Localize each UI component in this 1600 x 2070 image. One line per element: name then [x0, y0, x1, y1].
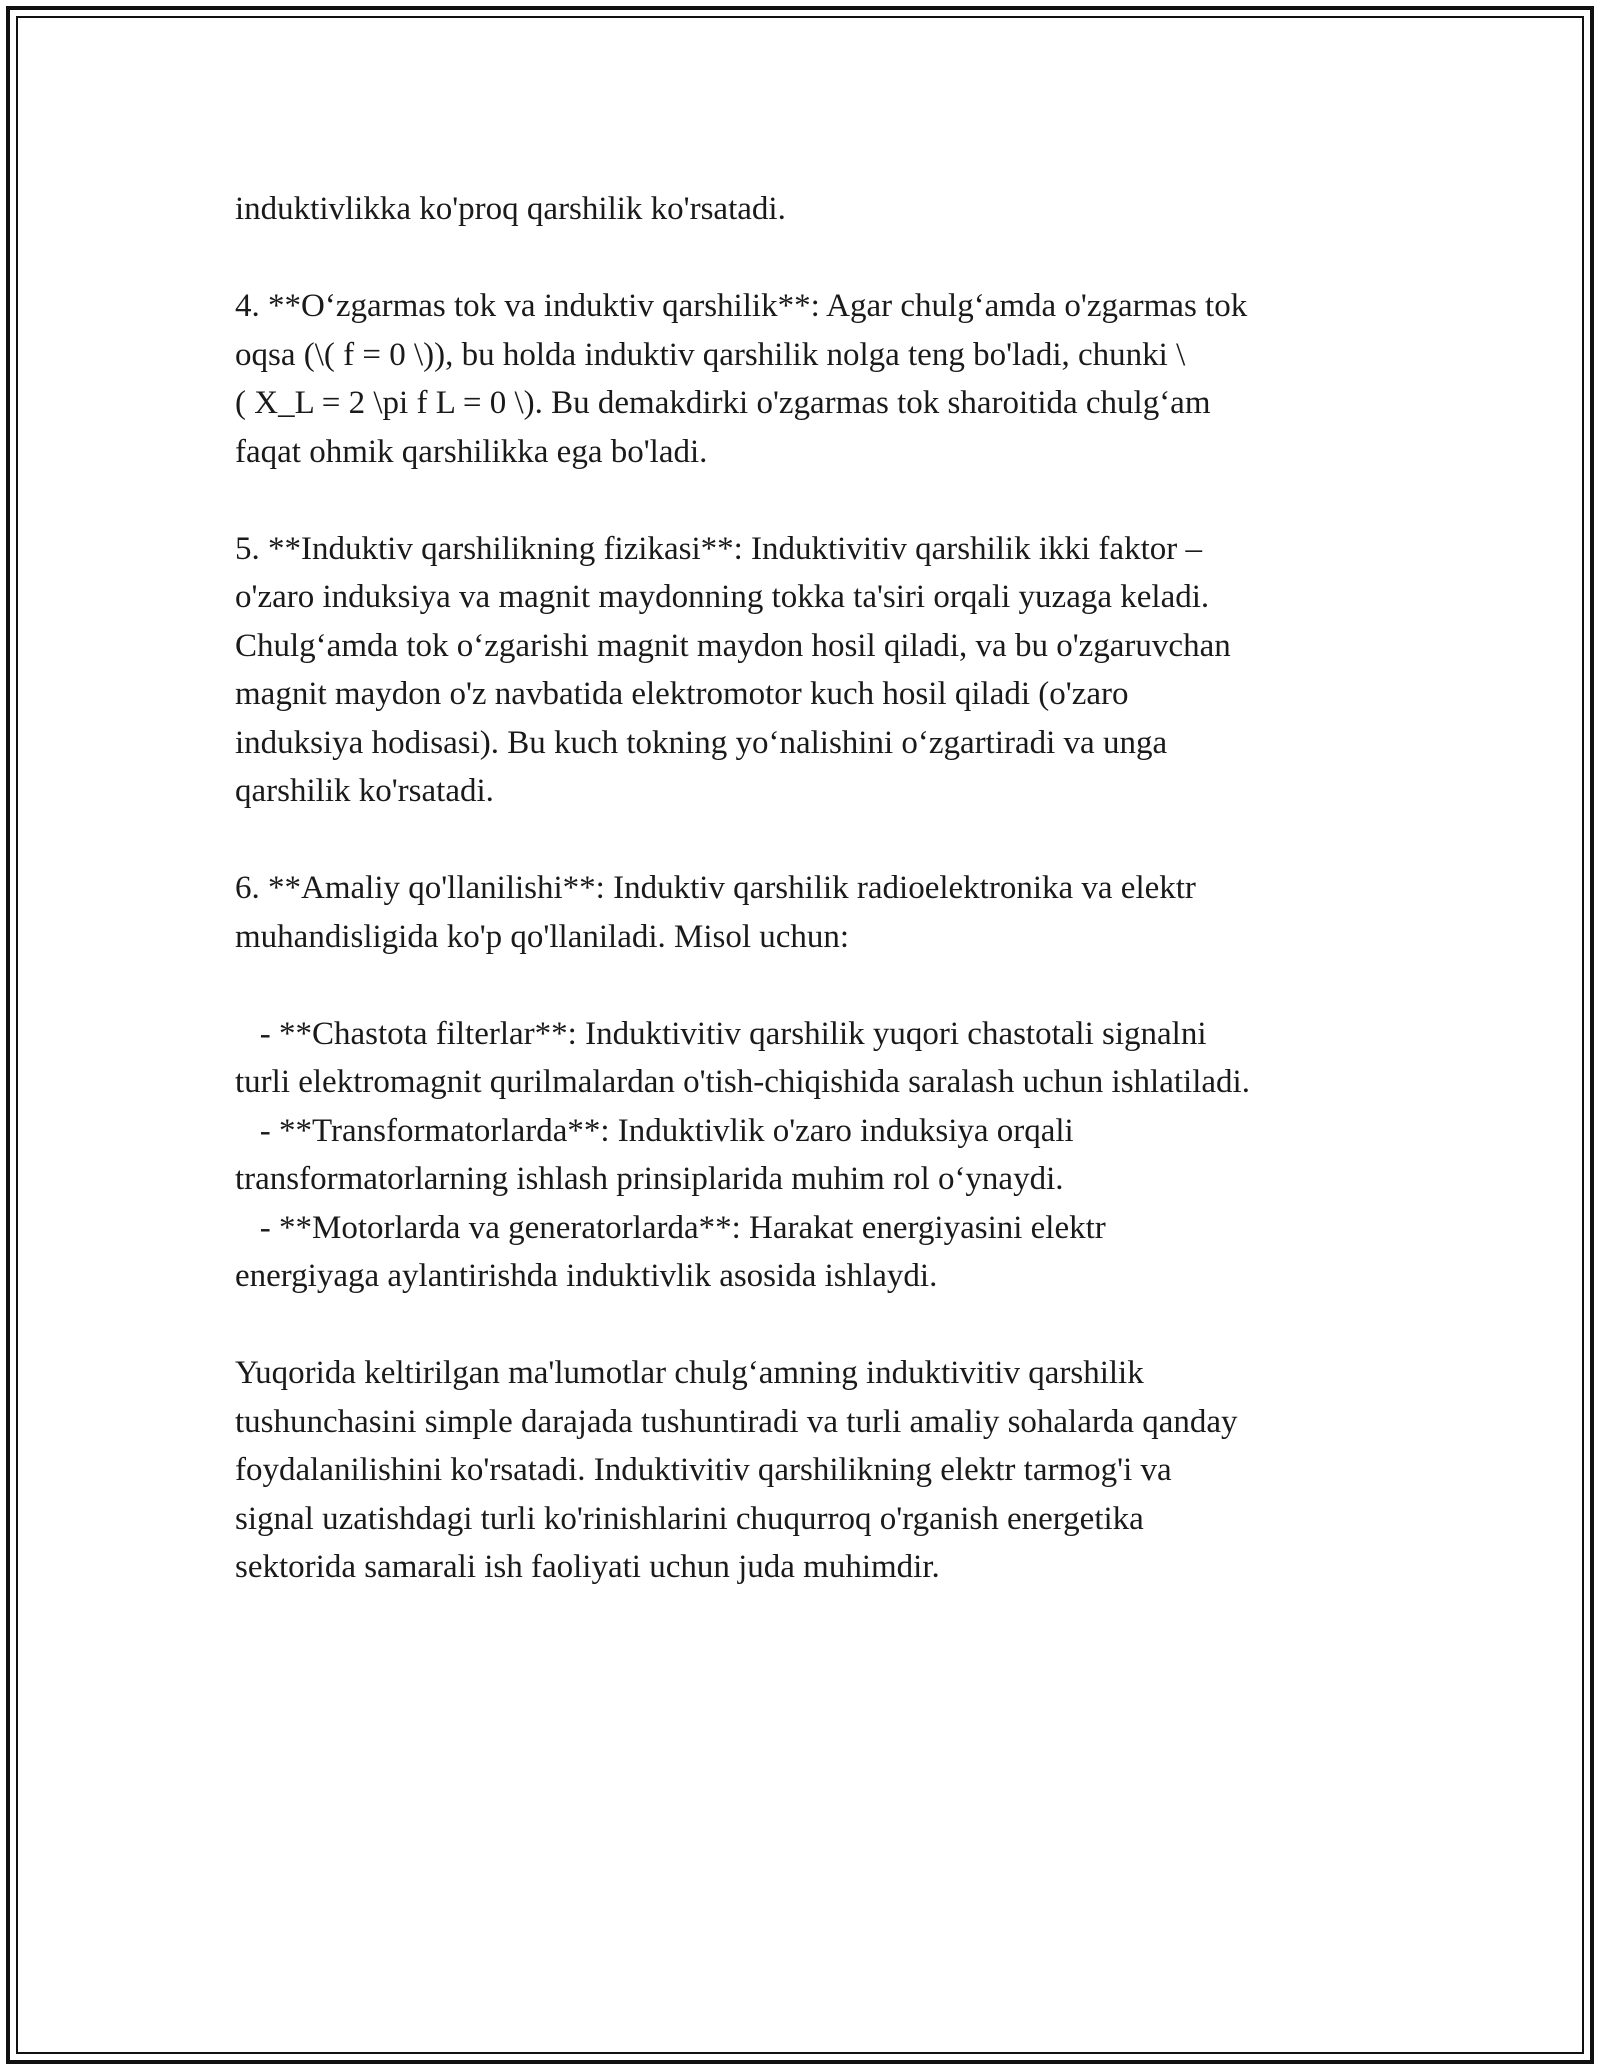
paragraph-gap [235, 234, 1385, 283]
text-line: Chulg‘amda tok o‘zgarishi magnit maydon hosil qiladi, va bu o'zgaruvchan [235, 627, 1231, 664]
text-line: tushunchasini simple darajada tushuntiradi va turli amaliy sohalarda qanday [235, 1403, 1238, 1440]
paragraph-item-5 [235, 525, 1385, 816]
text-line: transformatorlarning ishlash prinsiplarida muhim rol o‘ynaydi. [235, 1161, 1064, 1197]
text-line: foydalanilishini ko'rsatadi. Induktivitiv qarshilikning elektr tarmog'i va [235, 1452, 1172, 1488]
document-body [235, 185, 1385, 1592]
text-line: signal uzatishdagi turli ko'rinishlarini chuqurroq o'rganish energetika [235, 1500, 1144, 1537]
paragraph-item-4 [235, 282, 1385, 476]
paragraph-gap [235, 476, 1385, 525]
text-line: - **Transformatorlarda**: Induktivlik o'zaro induksiya orqali [235, 1112, 1074, 1149]
sub-list [235, 1010, 1385, 1301]
text-line: qarshilik ko'rsatadi. [235, 773, 494, 809]
paragraph-continuation [235, 185, 1385, 234]
text-line: 4. **O‘zgarmas tok va induktiv qarshilik**: Agar chulg‘amda o'zgarmas tok [235, 288, 1248, 324]
text-line: 5. **Induktiv qarshilikning fizikasi**: Induktivitiv qarshilik ikki faktor – [235, 530, 1202, 567]
paragraph-gap [235, 961, 1385, 1010]
paragraph-item-6 [235, 864, 1385, 961]
paragraph-gap [235, 1301, 1385, 1350]
text-line: - **Motorlarda va generatorlarda**: Harakat energiyasini elektr [235, 1209, 1106, 1246]
text-line: induksiya hodisasi). Bu kuch tokning yo‘nalishini o‘zgartiradi va unga [235, 724, 1168, 761]
text-line: 6. **Amaliy qo'llanilishi**: Induktiv qarshilik radioelektronika va elektr [235, 870, 1196, 906]
paragraph-conclusion [235, 1349, 1385, 1592]
text-line: magnit maydon o'z navbatida elektromotor kuch hosil qiladi (o'zaro [235, 676, 1129, 712]
paragraph-gap [235, 816, 1385, 865]
text-line: energiyaga aylantirishda induktivlik asosida ishlaydi. [235, 1258, 938, 1294]
text-line: oqsa (\( f = 0 \)), bu holda induktiv qarshilik nolga teng bo'ladi, chunki \ [235, 336, 1186, 373]
text-line: muhandisligida ko'p qo'llaniladi. Misol uchun: [235, 918, 850, 955]
text-line: - **Chastota filterlar**: Induktivitiv qarshilik yuqori chastotali signalni [235, 1015, 1207, 1052]
text-line: o'zaro induksiya va magnit maydonning tokka ta'siri orqali yuzaga keladi. [235, 579, 1210, 615]
text-line: ( X_L = 2 \pi f L = 0 \). Bu demakdirki o'zgarmas tok sharoitida chulg‘am [235, 385, 1211, 421]
text-line: faqat ohmik qarshilikka ega bo'ladi. [235, 433, 708, 470]
text-line: Yuqorida keltirilgan ma'lumotlar chulg‘amning induktivitiv qarshilik [235, 1355, 1144, 1391]
text-line: sektorida samarali ish faoliyati uchun juda muhimdir. [235, 1549, 940, 1585]
text-line: induktivlikka ko'proq qarshilik ko'rsatadi. [235, 191, 786, 227]
text-line: turli elektromagnit qurilmalardan o'tish-chiqishida saralash uchun ishlatiladi. [235, 1064, 1250, 1100]
